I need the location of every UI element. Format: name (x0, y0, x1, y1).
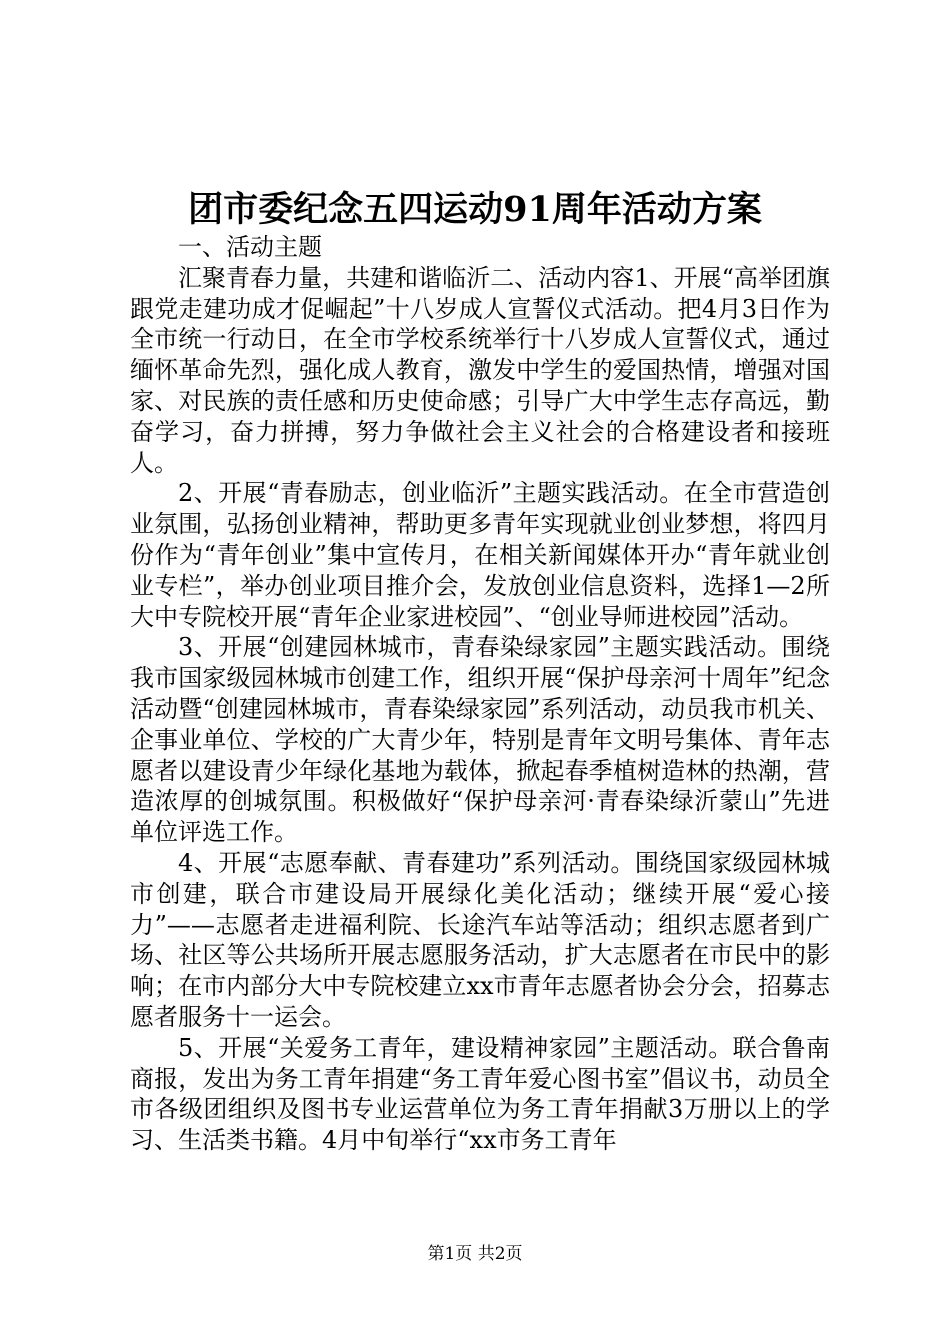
paragraph-activity-3: 3、开展“创建园林城市，青春染绿家园”主题实践活动。围绕我市国家级园林城市创建工作，组织开展“保护母亲河十周年”纪念活动暨“创建园林城市，青春染绿家园”系列活动，动员我市机关、企事业单位、学校的广大青少年，特别是青年文明号集体、青年志愿者以建设青少年绿化基地为载体，掀起春季植树造林的热潮，营造浓厚的创城氛围。积极做好“保护母亲河·青春染绿沂蒙山”先进单位评选工作。 (130, 633, 830, 847)
section-heading-theme: 一、活动主题 (178, 233, 322, 261)
page-number-footer: 第1页 共2页 (427, 1244, 523, 1264)
paragraph-activity-4: 4、开展“志愿奉献、青春建功”系列活动。围绕国家级园林城市创建，联合市建设局开展绿化美化活动；继续开展“爱心接力”——志愿者走进福利院、长途汽车站等活动；组织志愿者到广场、社区等公共场所开展志愿服务活动，扩大志愿者在市民中的影响；在市内部分大中专院校建立xx市青年志愿者协会分会，招募志愿者服务十一运会。 (130, 848, 830, 1031)
paragraph-activity-5: 5、开展“关爱务工青年，建设精神家园”主题活动。联合鲁南商报，发出为务工青年捐建“务工青年爱心图书室”倡议书，动员全市各级团组织及图书专业运营单位为务工青年捐献3万册以上的学习、生活类书籍。4月中旬举行“xx市务工青年 (130, 1033, 830, 1155)
document-body (130, 232, 830, 1156)
document-title: 团市委纪念五四运动91周年活动方案 (188, 189, 762, 230)
paragraph-activity-2: 2、开展“青春励志，创业临沂”主题实践活动。在全市营造创业氛围，弘扬创业精神，帮助更多青年实现就业创业梦想，将四月份作为“青年创业”集中宣传月，在相关新闻媒体开办“青年就业创业专栏”，举办创业项目推介会，发放创业信息资料，选择1—2所大中专院校开展“青年企业家进校园”、“创业导师进校园”活动。 (130, 479, 830, 631)
paragraph-activity-1: 汇聚青春力量，共建和谐临沂二、活动内容1、开展“高举团旗跟党走建功成才促崛起”十八岁成人宣誓仪式活动。把4月3日作为全市统一行动日，在全市学校系统举行十八岁成人宣誓仪式，通过缅怀革命先烈，强化成人教育，激发中学生的爱国热情，增强对国家、对民族的责任感和历史使命感；引导广大中学生志存高远，勤奋学习，奋力拼搏，努力争做社会主义社会的合格建设者和接班人。 (130, 263, 830, 477)
